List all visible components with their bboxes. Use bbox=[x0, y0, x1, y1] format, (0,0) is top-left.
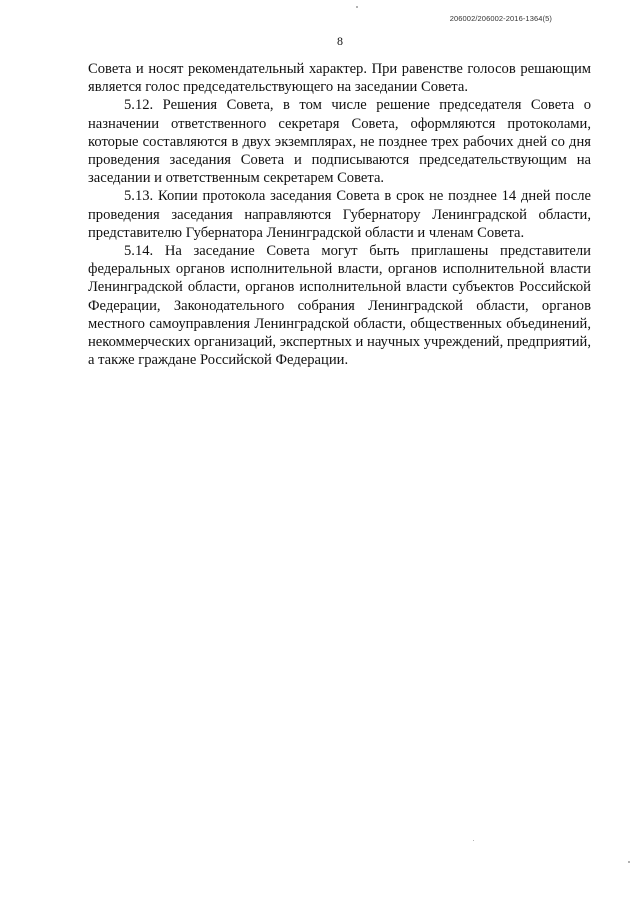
paragraph-5-12: 5.12. Решения Совета, в том числе решение председателя Совета о назначении ответственного секретаря Совета, оформляются протоколами, которые составляются в двух экземплярах, не позднее трех рабочих дней со дня проведения заседания Совета и подписываются председательствующим на заседании и ответственным секретарем Совета. bbox=[88, 97, 591, 187]
page-number: 8 bbox=[337, 34, 343, 48]
paragraph-continuation: Совета и носят рекомендательный характер. При равенстве голосов решающим является голос председательствующего на заседании Совета. bbox=[88, 61, 591, 96]
scan-speck bbox=[628, 861, 630, 863]
paragraph-5-14: 5.14. На заседание Совета могут быть приглашены представители федеральных органов исполнительной власти, органов исполнительной власти Ленинградской области, органов исполнительной власти субъектов Российской Федерации, Законодательного собрания Ленинградской области, органов местного самоуправления Ленинградской области, общественных объединений, некоммерческих организаций, экспертных и научных учреждений, предприятий, а также граждане Российской Федерации. bbox=[88, 243, 591, 369]
document-body bbox=[88, 60, 591, 369]
document-id: 206002/206002-2016-1364(5) bbox=[449, 14, 552, 23]
paragraph-5-13: 5.13. Копии протокола заседания Совета в срок не позднее 14 дней после проведения заседания направляются Губернатору Ленинградской области, представителю Губернатора Ленинградской области и членам Совета. bbox=[88, 188, 591, 241]
scan-speck bbox=[356, 6, 358, 8]
scan-speck bbox=[473, 840, 474, 841]
